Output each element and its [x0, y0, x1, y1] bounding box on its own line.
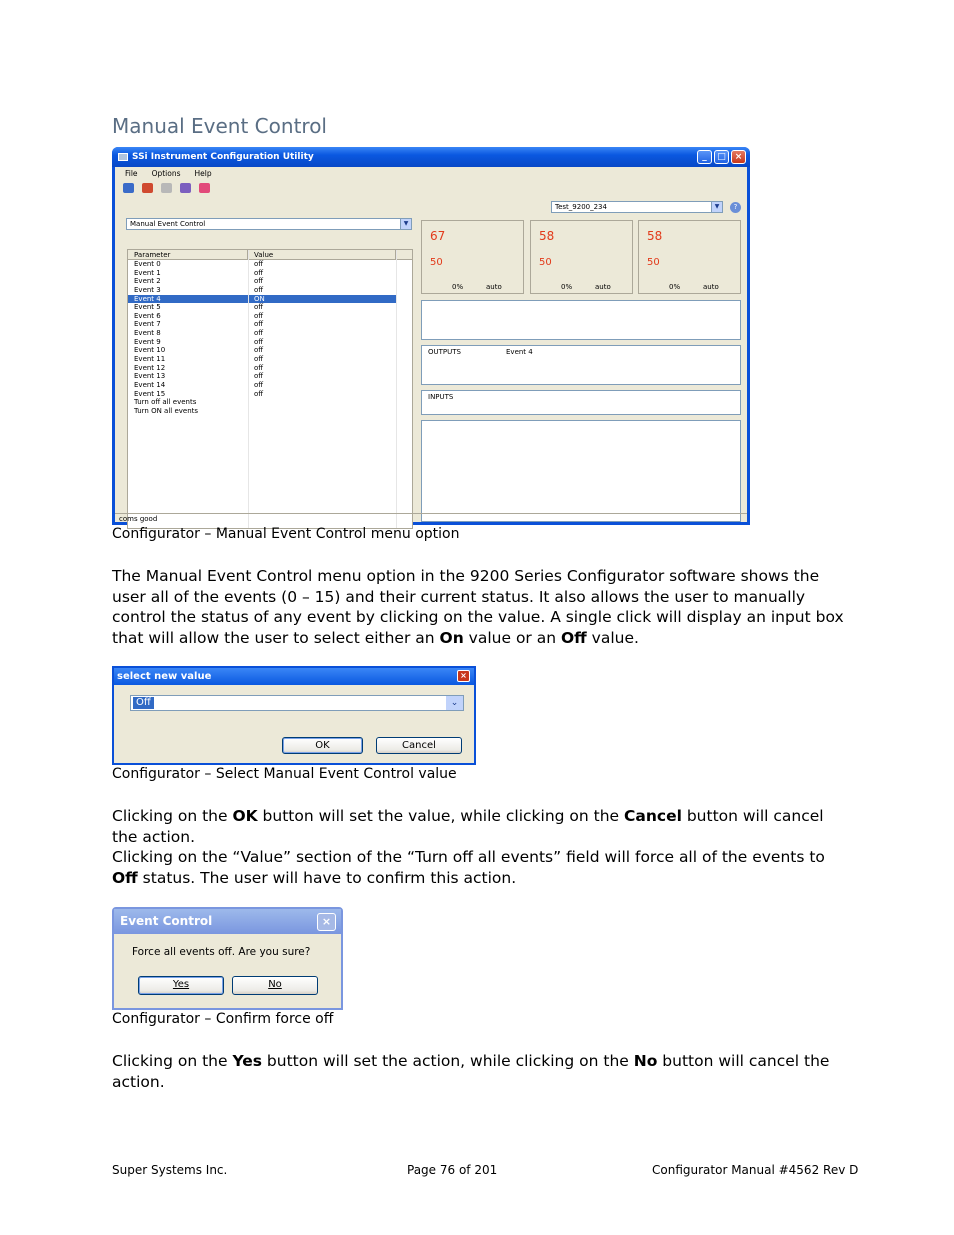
p1-bold-off: Off — [560, 628, 587, 647]
table-row[interactable] — [128, 329, 412, 338]
select-value-title-bar[interactable] — [114, 668, 474, 685]
event-control-dialog — [112, 907, 343, 1010]
loop-panel-2 — [530, 220, 633, 294]
loop-1-output: 0% — [452, 283, 464, 291]
chevron-down-icon[interactable]: ▼ — [711, 202, 722, 212]
instrument-select-value: Test_9200_234 — [555, 203, 607, 211]
p1-bold-on: On — [439, 628, 464, 647]
instrument-select[interactable] — [551, 201, 723, 213]
value-cell[interactable]: off — [254, 363, 264, 372]
loop-2-output: 0% — [561, 283, 573, 291]
value-cell[interactable]: off — [254, 346, 264, 355]
minimize-icon[interactable]: _ — [697, 150, 712, 164]
select-value-dialog — [112, 666, 476, 765]
chevron-down-icon[interactable]: ⌄ — [446, 696, 463, 710]
value-cell[interactable] — [248, 398, 396, 407]
app-icon — [118, 153, 128, 161]
menu-bar — [115, 167, 747, 180]
no-button[interactable] — [232, 976, 318, 995]
close-icon[interactable]: × — [317, 913, 336, 931]
p1-text-2: value or an — [463, 628, 561, 647]
table-row[interactable] — [128, 355, 412, 364]
value-cell[interactable]: off — [254, 277, 264, 286]
outputs-panel — [421, 345, 741, 385]
table-row[interactable] — [128, 303, 412, 312]
loop-2-pv: 58 — [539, 229, 555, 243]
outputs-label: OUTPUTS — [428, 348, 461, 356]
parameter-cell: Event 1 — [134, 268, 161, 277]
value-cell[interactable]: off — [254, 337, 264, 346]
value-cell[interactable]: off — [254, 311, 264, 320]
p3-bold-no: No — [633, 1052, 658, 1070]
figure-1-caption: Configurator – Manual Event Control menu option — [112, 526, 460, 542]
yes-button[interactable] — [138, 976, 224, 995]
value-cell[interactable]: off — [254, 285, 264, 294]
footer-page-number: Page 76 of 201 — [407, 1163, 498, 1177]
parameter-cell: Event 7 — [134, 320, 161, 329]
parameter-cell: Event 6 — [134, 311, 161, 320]
no-button-label: No — [268, 979, 282, 990]
value-select-current: Off — [133, 697, 154, 709]
p2-text-1: Clicking on the — [112, 807, 233, 825]
table-row[interactable] — [128, 381, 412, 390]
parameter-cell: Event 8 — [134, 329, 161, 338]
p1-text-1: The Manual Event Control menu option in the 9200 Series Configurator software shows the user all of the events (0 – 15) and their current status. It also allows the user to manually control the status of any event by clicking on the value. A single click will display an input box that will allow the user to select either an — [112, 567, 844, 647]
inputs-panel — [421, 390, 741, 415]
download-icon[interactable] — [161, 183, 172, 193]
select-value-title: select new value — [117, 671, 212, 682]
p2-text-2: button will set the value, while clicking on the — [257, 807, 625, 825]
p1-text-3: value. — [586, 628, 639, 647]
parameter-cell: Event 13 — [134, 372, 166, 381]
parameter-cell: Event 10 — [134, 346, 166, 355]
event-control-title: Event Control — [120, 914, 213, 928]
paragraph-3 — [112, 1051, 847, 1092]
figure-3-caption: Configurator – Confirm force off — [112, 1011, 334, 1027]
p2-text-3: button will cancel the action. — [112, 807, 824, 846]
menu-options[interactable]: Options — [151, 169, 181, 178]
table-row[interactable] — [128, 312, 412, 321]
loop-3-sp[interactable]: 50 — [647, 257, 660, 268]
yes-button-label: Yes — [172, 979, 190, 990]
menu-option-value: Manual Event Control — [130, 220, 206, 228]
footer-document-id: Configurator Manual #4562 Rev D — [652, 1163, 859, 1177]
parameter-cell: Turn ON all events — [134, 406, 199, 415]
parameter-cell: Event 11 — [134, 355, 166, 364]
value-select[interactable] — [130, 695, 464, 711]
loop-3-mode[interactable]: auto — [703, 283, 719, 291]
table-row[interactable] — [128, 295, 412, 304]
table-row[interactable] — [128, 407, 412, 416]
loop-3-pv: 58 — [647, 229, 663, 243]
outputs-value: Event 4 — [506, 348, 533, 356]
parameter-cell: Event 15 — [134, 389, 166, 398]
p3-bold-yes: Yes — [232, 1052, 262, 1070]
table-row[interactable] — [128, 320, 412, 329]
p2-text-5: status. The user will have to confirm this action. — [137, 868, 517, 887]
cancel-button[interactable]: Cancel — [376, 737, 462, 754]
value-cell[interactable]: ON — [248, 295, 396, 304]
figure-2-caption: Configurator – Select Manual Event Control value — [112, 766, 457, 782]
close-icon[interactable]: × — [731, 150, 746, 164]
chevron-down-icon[interactable]: ▼ — [400, 219, 411, 229]
event-grid — [127, 249, 413, 529]
table-row[interactable] — [128, 286, 412, 295]
checklist-icon[interactable] — [199, 183, 210, 193]
event-control-title-bar[interactable] — [114, 909, 341, 934]
column-header-parameter[interactable]: Parameter — [128, 250, 248, 259]
parameter-cell: Turn off all events — [134, 398, 197, 407]
section-title: Manual Event Control — [112, 114, 327, 138]
value-cell[interactable]: off — [254, 268, 264, 277]
parameter-cell: Event 2 — [134, 277, 161, 286]
parameter-cell: Event 3 — [134, 285, 161, 294]
status-text: coms good — [119, 515, 158, 523]
table-row[interactable] — [128, 364, 412, 373]
loop-2-sp[interactable]: 50 — [539, 257, 552, 268]
parameter-cell: Event 5 — [134, 303, 161, 312]
paragraph-1 — [112, 566, 847, 648]
loop-panel-3 — [638, 220, 741, 294]
menu-option-select[interactable] — [126, 218, 412, 230]
grid-header — [128, 250, 412, 260]
log-panel — [421, 420, 741, 522]
window-body — [115, 167, 747, 522]
record-icon[interactable] — [142, 183, 153, 193]
value-cell[interactable] — [248, 407, 396, 416]
menu-help[interactable]: Help — [194, 169, 212, 178]
loop-3-output: 0% — [669, 283, 681, 291]
paragraph-2 — [112, 806, 847, 888]
table-row[interactable] — [128, 260, 412, 269]
window-title: SSi Instrument Configuration Utility — [132, 152, 314, 162]
info-panel — [421, 300, 741, 340]
p3-text-1: Clicking on the — [112, 1052, 233, 1070]
table-row[interactable] — [128, 398, 412, 407]
status-bar — [115, 513, 747, 525]
menu-file[interactable]: File — [125, 169, 138, 178]
p2-bold-cancel: Cancel — [624, 807, 682, 825]
table-row[interactable] — [128, 390, 412, 399]
table-row[interactable] — [128, 346, 412, 355]
settings-icon[interactable] — [180, 183, 191, 193]
p2-bold-ok: OK — [232, 807, 258, 825]
value-cell[interactable]: off — [254, 260, 264, 268]
column-header-value[interactable]: Value — [248, 250, 396, 259]
connect-icon[interactable] — [123, 183, 134, 193]
table-row[interactable] — [128, 338, 412, 347]
parameter-cell: Event 9 — [134, 337, 161, 346]
loop-1-pv: 67 — [430, 229, 446, 243]
parameter-cell: Event 14 — [134, 380, 166, 389]
table-row[interactable] — [128, 269, 412, 278]
loop-2-mode[interactable]: auto — [595, 283, 611, 291]
window-title-bar[interactable] — [112, 147, 750, 167]
footer-company: Super Systems Inc. — [112, 1163, 228, 1177]
confirm-message: Force all events off. Are you sure? — [132, 946, 311, 958]
maximize-icon[interactable]: □ — [714, 150, 729, 164]
value-cell[interactable]: off — [254, 303, 264, 312]
inputs-label: INPUTS — [428, 393, 454, 401]
parameter-cell: Event 12 — [134, 363, 166, 372]
loop-1-sp[interactable]: 50 — [430, 257, 443, 268]
value-cell[interactable]: off — [254, 389, 264, 398]
close-icon[interactable]: × — [457, 670, 470, 682]
table-row[interactable] — [128, 372, 412, 381]
p3-text-2: button will set the action, while clicking on the — [261, 1052, 634, 1070]
ok-button[interactable]: OK — [282, 737, 363, 754]
help-icon[interactable]: ? — [730, 202, 741, 213]
p3-text-3: button will cancel the action. — [112, 1052, 830, 1091]
value-cell[interactable]: off — [254, 355, 264, 364]
parameter-cell: Event 4 — [128, 295, 248, 304]
parameter-cell: Event 0 — [134, 260, 161, 268]
toolbar — [115, 180, 747, 196]
p2-bold-off: Off — [112, 868, 138, 887]
value-cell[interactable]: off — [254, 380, 264, 389]
grid-rows — [128, 260, 412, 416]
p2-text-4: Clicking on the “Value” section of the “Turn off all events” field will force all of the events to — [112, 848, 825, 866]
value-cell[interactable]: off — [254, 320, 264, 329]
table-row[interactable] — [128, 277, 412, 286]
loop-panel-1 — [421, 220, 524, 294]
value-cell[interactable]: off — [254, 329, 264, 338]
config-utility-window — [112, 147, 750, 525]
loop-1-mode[interactable]: auto — [486, 283, 502, 291]
value-cell[interactable]: off — [254, 372, 264, 381]
